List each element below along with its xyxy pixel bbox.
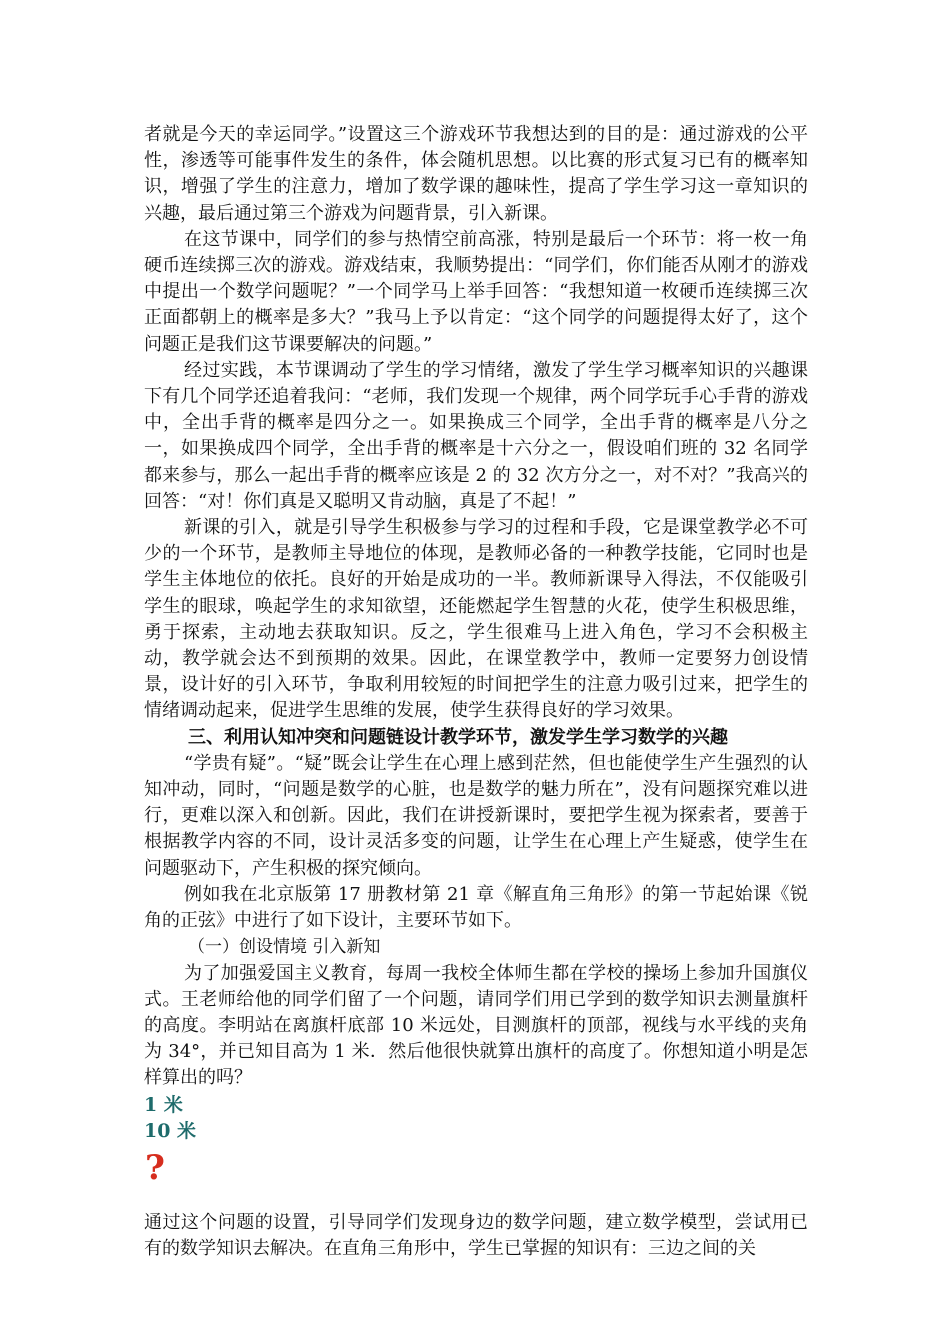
paragraph-doubt: “学贵有疑”。“疑”既会让学生在心理上感到茫然，但也能使学生产生强烈的认知冲动，同时，“问题是数学的心脏，也是数学的魅力所在”，没有问题探究难以进行，更难以深入和创新。因此，我们在讲授新课时，要把学生视为探索者，要善于根据教学内容的不同，设计灵活多变的问题，让学生在心理上产生疑惑，使学生在问题驱动下，产生积极的探究倾向。: [144, 752, 808, 879]
figure-label-distance: 10 米: [144, 1119, 197, 1142]
paragraph-flagpole-problem: 为了加强爱国主义教育，每周一我校全体师生都在学校的操场上参加升国旗仪式。王老师给他的同学们留了一个问题，请同学们用已学到的数学知识去测量旗杆的高度。李明站在离旗杆底部 10 米远处，目测旗杆的顶部，视线与水平线的夹角为 34°，并已知目高为 1 米．然后他很快就算出旗杆的高度了。你想知道小明是怎样算出的吗？: [144, 962, 808, 1089]
subsection-heading: （一）创设情境 引入新知: [188, 937, 381, 958]
paragraph-game-goals: 者就是今天的幸运同学。”设置这三个游戏环节我想达到的目的是：通过游戏的公平性，渗透等可能事件发生的条件，体会随机思想。以比赛的形式复习已有的概率知识，增强了学生的注意力，增加了数学课的趣味性，提高了学生学习这一章知识的兴趣，最后通过第三个游戏为问题背景，引入新课。: [144, 124, 808, 224]
question-mark-icon: ?: [145, 1147, 165, 1188]
paragraph-lesson-intro: 新课的引入，就是引导学生积极参与学习的过程和手段，它是课堂教学必不可少的一个环节，是教师主导地位的体现，是教师必备的一种教学技能，它同时也是学生主体地位的依托。良好的开始是成功的一半。教师新课导入得法，不仅能吸引学生的眼球，唤起学生的求知欲望，还能燃起学生智慧的火花，使学生积极思维，勇于探索，主动地去获取知识。反之，学生很难马上进入角色，学习不会积极主动，教学就会达不到预期的效果。因此，在课堂教学中，教师一定要努力创设情景，设计好的引入环节，争取利用较短的时间把学生的注意力吸引过来，把学生的情绪调动起来，促进学生思维的发展，使学生获得良好的学习效果。: [144, 517, 808, 722]
document-page: [144, 122, 808, 1262]
paragraph-analysis: 通过这个问题的设置，引导同学们发现身边的数学问题，建立数学模型，尝试用已有的数学知识去解决。在直角三角形中，学生已掌握的知识有：三边之间的关: [144, 1211, 808, 1259]
paragraph-practice-result: 经过实践，本节课调动了学生的学习情绪，激发了学生学习概率知识的兴趣课下有几个同学还追着我问：“老师，我们发现一个规律，两个同学玩手心手背的游戏中，全出手背的概率是四分之一。如果换成三个同学，全出手背的概率是八分之一，如果换成四个同学，全出手背的概率是十六分之一，假设咱们班的 32 名同学都来参与，那么一起出手背的概率应该是 2 的 32 次方分之一，对不对？”我高兴的回答：“对！你们真是又聪明又肯动脑，真是了不起！”: [144, 359, 808, 512]
paragraph-coin-toss: 在这节课中，同学们的参与热情空前高涨，特别是最后一个环节：将一枚一角硬币连续掷三次的游戏。游戏结束，我顺势提出：“同学们，你们能否从刚才的游戏中提出一个数学问题呢？”一个同学马上举手回答：“我想知道一枚硬币连续掷三次正面都朝上的概率是多大？”我马上予以肯定：“这个同学的问题提得太好了，这个问题正是我们这节课要解决的问题。”: [144, 228, 808, 355]
figure-label-eye-height: 1 米: [144, 1093, 183, 1116]
paragraph-example: 例如我在北京版第 17 册教材第 21 章《解直角三角形》的第一节起始课《锐角的正弦》中进行了如下设计，主要环节如下。: [144, 883, 808, 932]
section-heading: 三、利用认知冲突和问题链设计教学环节，激发学生学习数学的兴趣: [188, 726, 728, 748]
flagpole-figure: [144, 1092, 808, 1188]
